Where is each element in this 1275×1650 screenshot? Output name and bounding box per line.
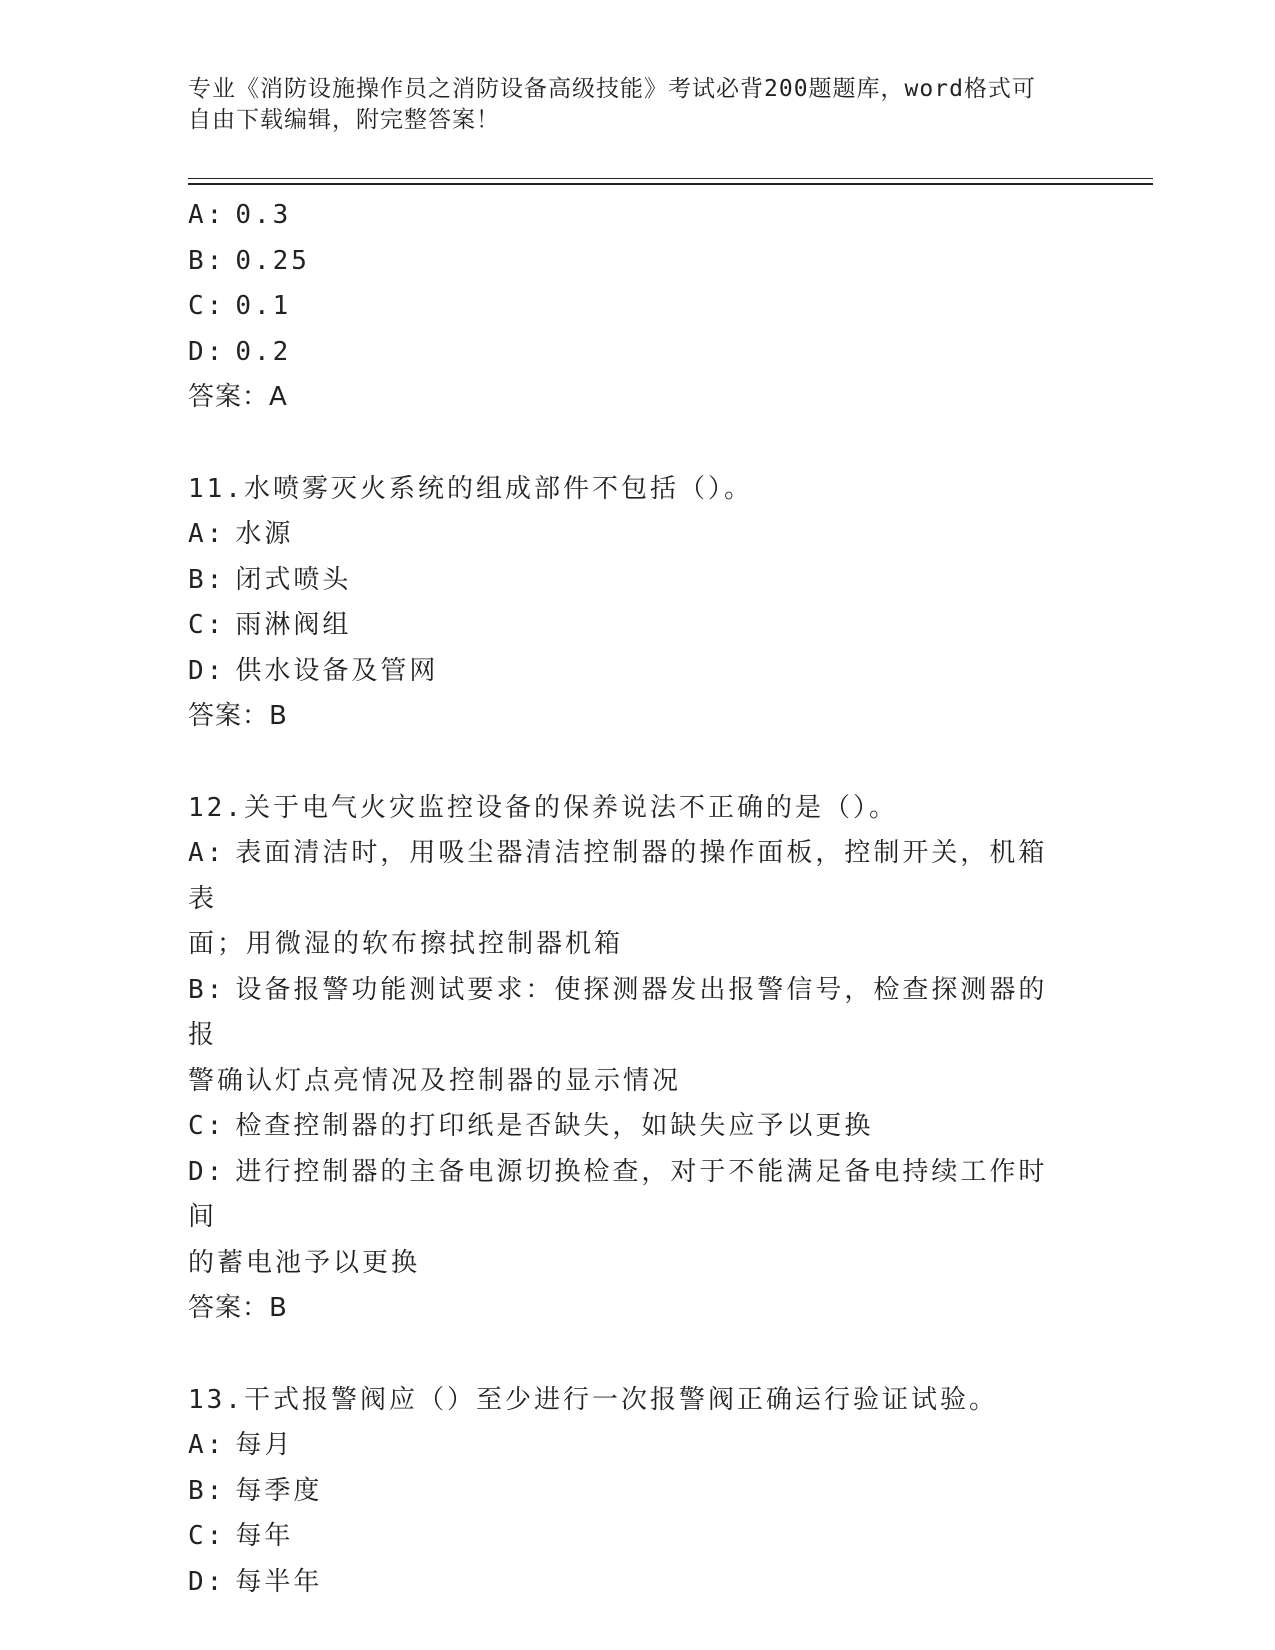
- header-title-line-2: 自由下载编辑，附完整答案！: [188, 107, 500, 133]
- option-a-continuation: 面；用微湿的软布擦拭控制器机箱: [188, 929, 624, 959]
- header-title-line-1: 专业《消防设施操作员之消防设备高级技能》考试必背200题题库，word格式可: [188, 76, 1036, 102]
- answer-line: 答案：A: [188, 382, 288, 412]
- question-list: [188, 193, 1068, 1605]
- option-b: B: 每季度: [188, 1475, 323, 1506]
- question-text: 13.干式报警阀应（）至少进行一次报警阀正确运行验证试验。: [188, 1384, 998, 1415]
- option-c: C: 雨淋阀组: [188, 610, 352, 640]
- option-b-continuation: 警确认灯点亮情况及控制器的显示情况: [188, 1065, 682, 1096]
- option-d: D: 进行控制器的主备电源切换检查，对于不能满足备电持续工作时间: [188, 1156, 1048, 1232]
- option-a: A: 每月: [188, 1430, 294, 1460]
- question-11-block: [188, 467, 1068, 740]
- question-10-block: [188, 193, 1068, 421]
- document-header: [188, 74, 1068, 136]
- option-a: A: 水源: [188, 519, 294, 549]
- question-text: 11.水喷雾灭火系统的组成部件不包括（）。: [188, 473, 753, 504]
- option-b: B: 设备报警功能测试要求：使探测器发出报警信号，检查探测器的报: [188, 974, 1048, 1050]
- option-a: A: 表面清洁时，用吸尘器清洁控制器的操作面板，控制开关，机箱表: [188, 838, 1048, 914]
- option-c: C: 检查控制器的打印纸是否缺失，如缺失应予以更换: [188, 1111, 874, 1141]
- option-d: D: 供水设备及管网: [188, 655, 439, 686]
- option-c: C: 0.1: [188, 291, 292, 321]
- option-c: C: 每年: [188, 1521, 294, 1551]
- option-b: B: 闭式喷头: [188, 564, 352, 595]
- answer-line: 答案：B: [188, 1293, 288, 1323]
- option-a: A: 0.3: [188, 200, 292, 230]
- question-text: 12.关于电气火灾监控设备的保养说法不正确的是（）。: [188, 792, 898, 823]
- answer-line: 答案：B: [188, 701, 288, 731]
- option-b: B: 0.25: [188, 245, 310, 276]
- header-divider-thin: [188, 178, 1153, 179]
- option-d-continuation: 的蓄电池予以更换: [188, 1247, 421, 1278]
- option-d: D: 0.2: [188, 336, 292, 367]
- question-13-block: [188, 1378, 1068, 1606]
- question-12-block: [188, 786, 1068, 1332]
- header-divider-thick: [188, 183, 1153, 185]
- option-d: D: 每半年: [188, 1566, 323, 1597]
